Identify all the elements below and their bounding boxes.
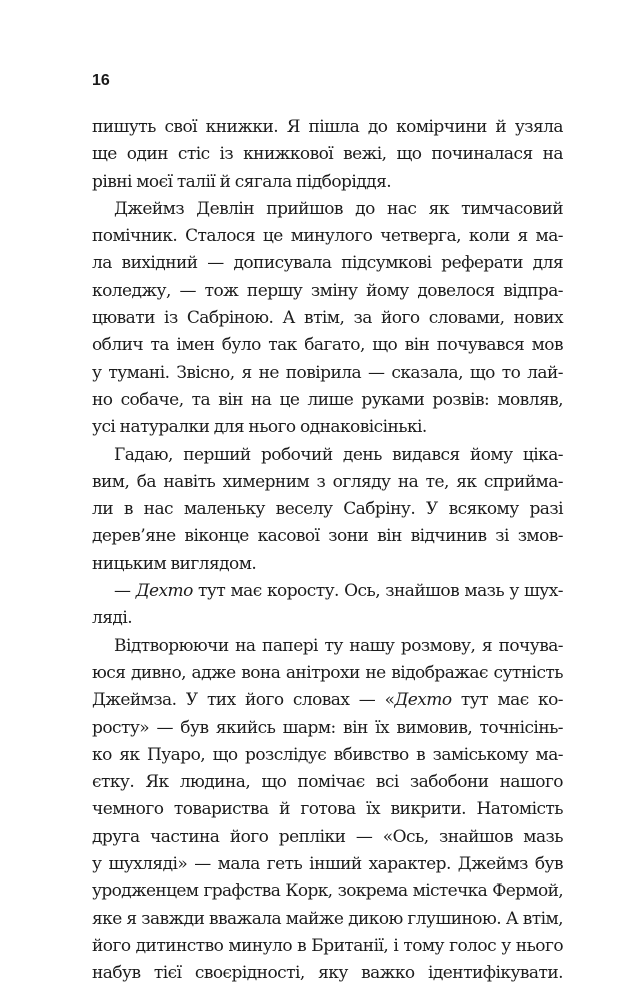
text-line <box>92 687 563 714</box>
text-line: друга частина його репліки — «Ось, знайшов мазь <box>92 826 563 847</box>
emphasis-text: Дехто <box>135 581 193 602</box>
text-line: юся дивно, адже вона анітрохи не відображає сутність <box>92 662 563 683</box>
text-line: помічник. Сталося це минулого четверга, коли я ма- <box>92 226 563 247</box>
text-line <box>92 578 563 605</box>
text-line: ляді. <box>92 608 133 629</box>
text-line: ли в нас маленьку веселу Сабріну. У всякому разі <box>92 499 563 520</box>
text-line: набув тієї своєрідності, яку важко ідентифікувати. <box>92 963 563 984</box>
text-line: пишуть свої книжки. Я пішла до комірчини й узяла <box>92 117 563 137</box>
text-line: Відтворюючи на папері ту нашу розмову, я почува- <box>114 635 563 656</box>
text-run: тут має коросту. Ось, знайшов мазь у шух- <box>192 581 563 602</box>
text-run: — <box>114 581 136 602</box>
text-line: його дитинство минуло в Британії, і тому голос у нього <box>92 935 563 956</box>
text-line: яке я завжди вважала майже дикою глушиною. А втім, <box>92 908 563 929</box>
body-text <box>92 114 563 988</box>
text-line: но собаче, та він на це лише руками розвів: мовляв, <box>92 389 563 410</box>
text-line: ко як Пуаро, що розслідує вбивство в заміському ма- <box>92 744 563 765</box>
text-line: єтку. Як людина, що помічає всі забобони нашого <box>92 772 563 793</box>
text-line: росту» — був якийсь шарм: він їх вимовив, точнісінь- <box>92 717 563 738</box>
text-line: чемного товариства й готова їх викрити. Натомість <box>92 799 563 820</box>
emphasis-text: Дехто <box>394 690 452 711</box>
text-line: усі натуралки для нього однаковісінькі. <box>92 417 427 438</box>
text-line: рівні моєї талії й сягала підборіддя. <box>92 171 392 192</box>
text-line: ла вихідний — дописувала підсумкові реферати для <box>92 253 563 274</box>
text-line: цювати із Сабріною. А втім, за його словами, нових <box>92 308 563 329</box>
text-line: Джеймз Девлін прийшов до нас як тимчасовий <box>114 198 563 219</box>
text-line: ницьким виглядом. <box>92 553 257 574</box>
text-line: коледжу, — тож першу зміну йому довелося відпра- <box>92 280 563 301</box>
text-line: у тумані. Звісно, я не повірила — сказала, що то лай- <box>92 362 563 383</box>
text-line: уродженцем графства Корк, зокрема містечка Фермой, <box>92 881 563 902</box>
text-line: дерев’яне віконце касової зони він відчинив зі змов- <box>92 526 563 547</box>
text-line: Гадаю, перший робочий день видався йому ціка- <box>114 444 563 465</box>
text-line: облич та імен було так багато, що він почувався мов <box>92 335 563 356</box>
text-line: ще один стіс із книжкової вежі, що починалася на <box>92 144 563 165</box>
text-run: тут має ко- <box>451 690 563 711</box>
page-number: 16 <box>92 72 110 89</box>
text-run: Джеймза. У тих його словах — « <box>92 690 395 711</box>
text-line: у шухляді» — мала геть інший характер. Джеймз був <box>92 854 563 875</box>
text-line: вим, ба навіть химерним з огляду на те, як сприйма- <box>92 471 563 492</box>
